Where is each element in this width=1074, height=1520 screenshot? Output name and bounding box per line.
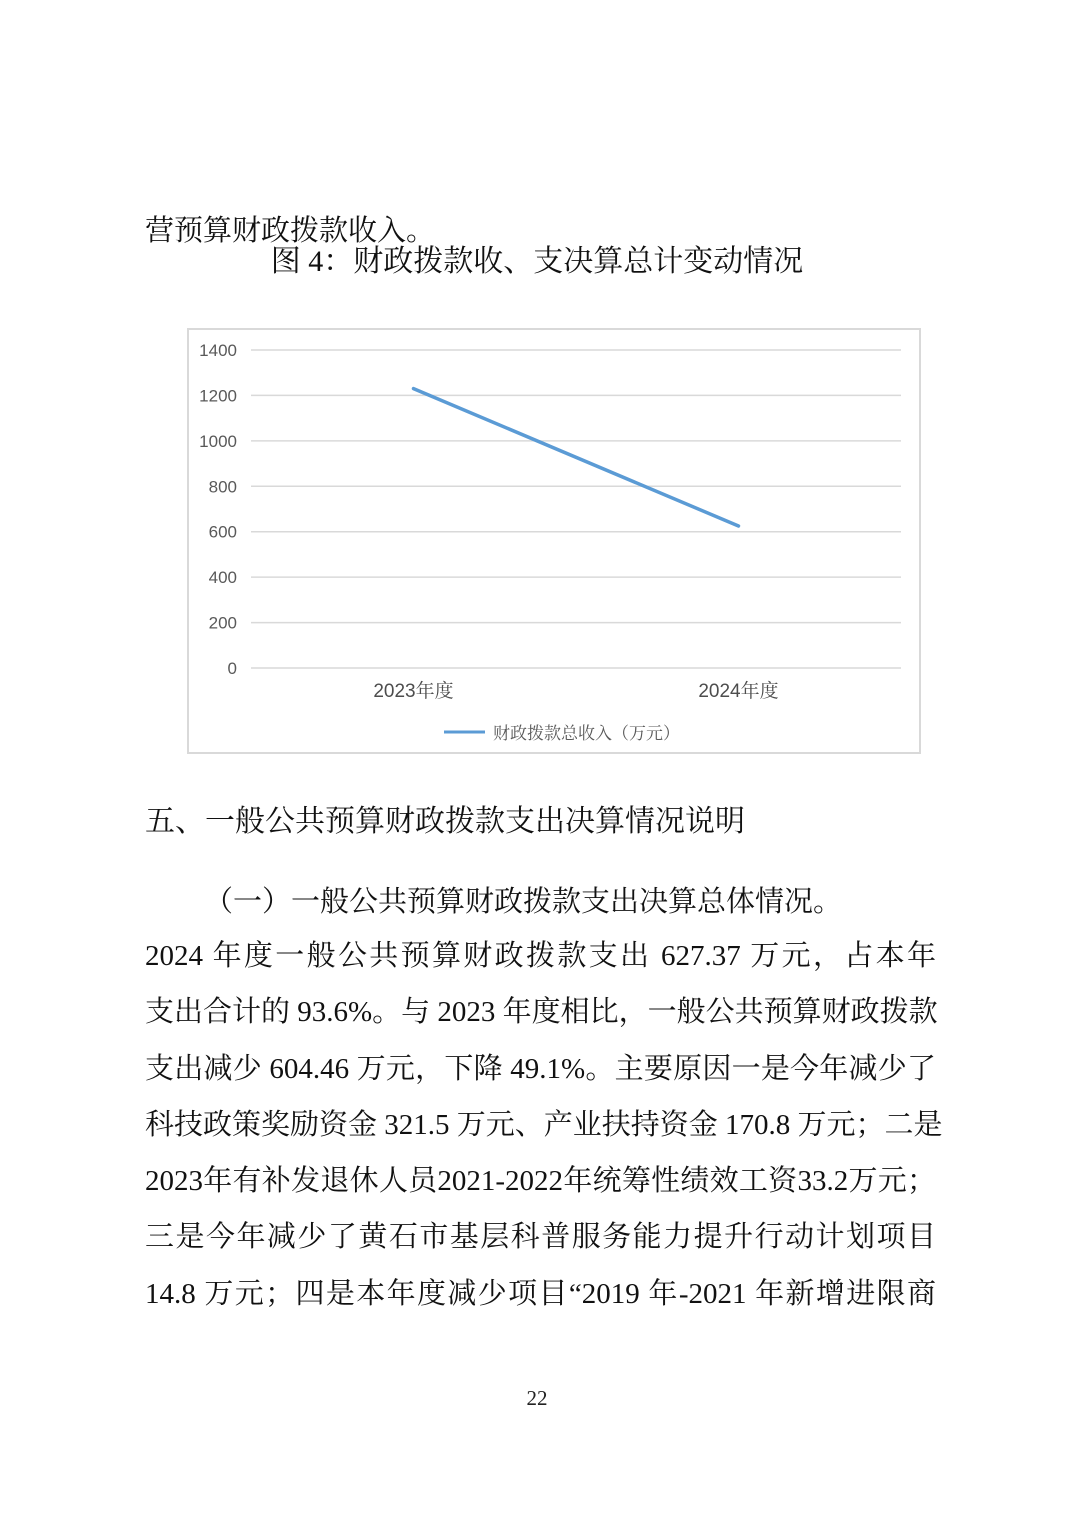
intro-text-line: 营预算财政拨款收入。 — [145, 215, 436, 247]
paragraph-line: 科技政策奖励资金 321.5 万元、产业扶持资金 170.8 万元；二是 — [145, 1108, 943, 1141]
paragraph-line: 三是今年减少了黄石市基层科普服务能力提升行动计划项目 — [145, 1221, 936, 1254]
y-gridlines — [251, 350, 901, 668]
y-axis-tick-labels — [199, 341, 237, 678]
paragraph-line: 支出减少 604.46 万元，下降 49.1%。主要原因一是今年减少了 — [145, 1052, 936, 1085]
paragraph-line: 支出合计的 93.6%。与 2023 年度相比，一般公共预算财政拨款 — [145, 996, 938, 1029]
paragraph-line: 2024 年度一般公共预算财政拨款支出 627.37 万元，占本年 — [145, 940, 936, 972]
x-axis-labels — [373, 680, 778, 702]
y-tick-label: 1400 — [199, 341, 237, 360]
series-line-total-revenue — [414, 389, 739, 526]
x-axis-label: 2024年度 — [698, 681, 779, 702]
y-tick-label: 400 — [208, 568, 237, 588]
body-paragraph — [145, 928, 943, 1322]
y-tick-label: 1000 — [199, 431, 237, 451]
subsection-heading: （一）一般公共预算财政拨款支出决算总体情况。 — [204, 886, 843, 918]
line-chart-canvas — [189, 330, 919, 752]
paragraph-line: 14.8 万元；四是本年度减少项目“2019 年-2021 年新增进限商 — [145, 1277, 936, 1310]
figure-caption: 图 4：财政拨款收、支决算总计变动情况 — [270, 245, 804, 278]
y-tick-label: 800 — [208, 477, 237, 497]
paragraph-line: 2023年有补发退休人员2021-2022年统筹性绩效工资33.2万元； — [145, 1165, 936, 1198]
y-tick-label: 200 — [208, 613, 237, 633]
legend-label: 财政拨款总收入（万元） — [493, 724, 680, 743]
chart-legend — [444, 724, 680, 743]
figure-4-line-chart — [187, 328, 921, 754]
x-axis-label: 2023年度 — [373, 681, 454, 702]
page-number: 22 — [526, 1386, 548, 1410]
y-tick-label: 0 — [227, 659, 237, 678]
section-heading: 五、一般公共预算财政拨款支出决算情况说明 — [145, 805, 745, 838]
y-tick-label: 600 — [208, 522, 237, 542]
y-tick-label: 1200 — [199, 386, 237, 406]
